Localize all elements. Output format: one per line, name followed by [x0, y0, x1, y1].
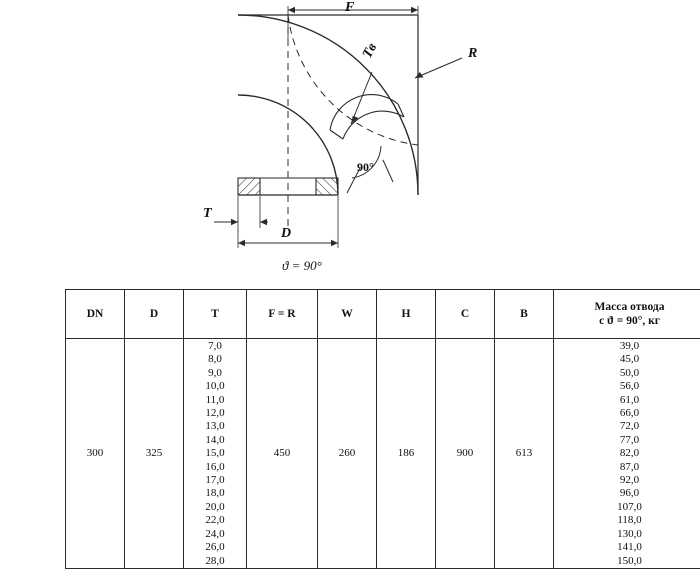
header-f-r: F = R [247, 290, 318, 339]
cell-b: 613 [495, 339, 554, 569]
label-D: D [281, 226, 292, 241]
list-item: 17,0 [205, 474, 225, 487]
cell-mass-list [554, 339, 700, 569]
cell-c: 900 [436, 339, 495, 569]
list-item: 50,0 [619, 366, 640, 379]
header-b: B [495, 290, 554, 339]
list-item: 7,0 [208, 340, 222, 352]
label-R: R [468, 46, 478, 61]
list-item: 92,0 [619, 474, 640, 487]
centerline-arc [288, 15, 418, 145]
table-row [66, 339, 700, 569]
label-F: F [345, 0, 355, 15]
list-item: 26,0 [205, 541, 225, 554]
table-header-row [66, 290, 700, 339]
leader-R [415, 58, 462, 78]
list-item: 66,0 [619, 407, 640, 420]
list-item: 61,0 [619, 393, 640, 406]
header-c: C [436, 290, 495, 339]
list-item: 11,0 [205, 393, 225, 406]
elbow-body [238, 15, 418, 230]
list-item: 28,0 [205, 554, 225, 567]
cell-thickness-list [184, 339, 247, 569]
header-mass [554, 290, 700, 339]
list-item: 118,0 [617, 514, 642, 527]
list-item: 141,0 [617, 541, 642, 554]
elbow-spec-table [65, 289, 700, 569]
list-item: 72,0 [619, 420, 640, 433]
header-dn: DN [66, 290, 125, 339]
label-angle-90: 90° [357, 160, 374, 174]
label-T: T [203, 206, 212, 221]
table-head [66, 290, 700, 339]
bore-arc-2 [343, 111, 404, 139]
list-item: 130,0 [617, 527, 642, 540]
cell-dn: 300 [66, 339, 125, 569]
table-body [66, 339, 700, 569]
list-item: 14,0 [205, 433, 225, 446]
bore-arc-1 [330, 95, 398, 130]
list-item: 45,0 [619, 353, 640, 366]
list-item: 13,0 [205, 420, 225, 433]
mass-stack [554, 339, 700, 568]
list-item: 9,0 [208, 366, 222, 379]
list-item: 87,0 [619, 460, 640, 473]
list-item: 16,0 [205, 460, 225, 473]
list-item: 10,0 [205, 380, 225, 393]
list-item: 8,0 [208, 353, 222, 366]
elbow-technical-drawing [0, 0, 700, 285]
list-item: 77,0 [619, 433, 640, 446]
label-T-wall: Tв [360, 40, 381, 62]
list-item: 82,0 [619, 447, 640, 460]
list-item: 107,0 [617, 500, 642, 513]
list-item: 96,0 [619, 487, 640, 500]
cell-h: 186 [377, 339, 436, 569]
list-item: 20,0 [205, 500, 225, 513]
wall-section-left [238, 178, 260, 195]
list-item: 39,0 [619, 340, 640, 352]
header-mass-line1: Масса отвода [594, 300, 665, 313]
list-item: 18,0 [205, 487, 225, 500]
thickness-stack [184, 339, 246, 568]
list-item: 15,0 [205, 447, 225, 460]
list-item: 24,0 [205, 527, 225, 540]
header-d: D [125, 290, 184, 339]
cell-w: 260 [318, 339, 377, 569]
list-item: 150,0 [617, 554, 642, 567]
list-item: 22,0 [205, 514, 225, 527]
wall-section-right [316, 178, 338, 195]
dimension-T [214, 196, 268, 228]
cell-f-r: 450 [247, 339, 318, 569]
header-t: T [184, 290, 247, 339]
header-h: H [377, 290, 436, 339]
drawing-caption: ϑ = 90° [282, 258, 322, 273]
list-item: 56,0 [619, 380, 640, 393]
header-w: W [318, 290, 377, 339]
list-item: 12,0 [205, 407, 225, 420]
header-mass-line2: с ϑ = 90°, кг [599, 315, 660, 327]
drawing-svg [0, 0, 700, 285]
outer-arc [238, 15, 418, 195]
cell-d: 325 [125, 339, 184, 569]
